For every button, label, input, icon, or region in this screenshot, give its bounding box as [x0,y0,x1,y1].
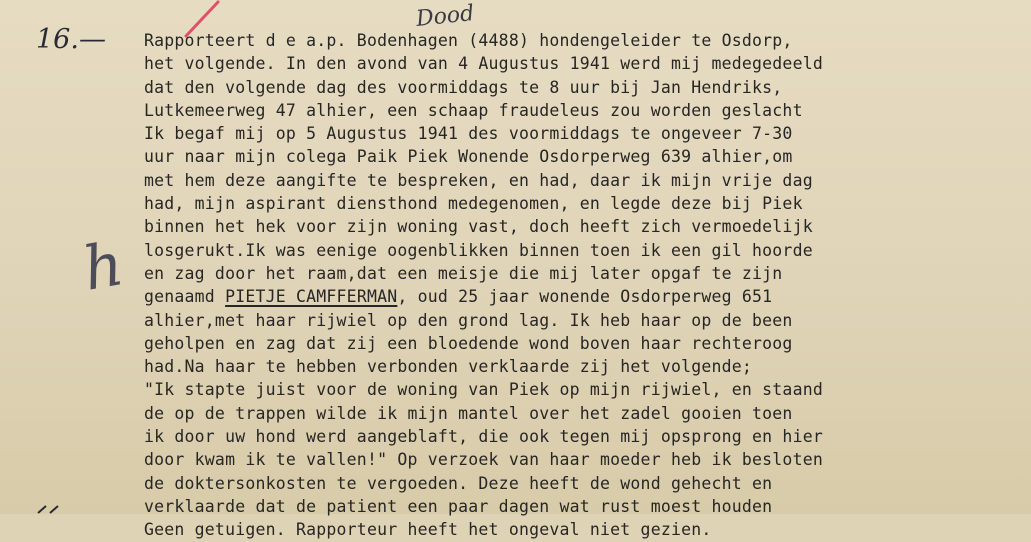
text-line [144,215,1029,238]
line-text: alhier,met haar rijwiel op den grond lag. Ik heb haar op de been [144,310,793,330]
next-item-mark [36,504,66,514]
line-text: de op de trappen wilde ik mijn mantel over het zadel gooien toen [144,403,793,423]
line-text: uur naar mijn colega Paik Piek Wonende Osdorperweg 639 alhier,om [144,147,793,167]
line-text: binnen het hek voor zijn woning vast, doch heeft zich vermoedelijk [144,217,813,237]
line-text: genaamd [144,287,226,307]
text-line [144,472,1029,495]
line-text: "Ik stapte juist voor de woning van Piek op mijn rijwiel, en staand [144,380,823,400]
line-text: verklaarde dat de patient een paar dagen wat rust moest houden [144,496,773,516]
text-line [144,518,1029,541]
text-line [144,122,1029,145]
line-text: met hem deze aangifte te bespreken, en had, daar ik mijn vrije dag [144,170,813,190]
text-line [144,332,1029,355]
text-line [144,192,1029,215]
text-line [144,169,1029,192]
handwritten-correction: Dood [414,1,476,32]
line-text: losgerukt.Ik was eenige oogenblikken binnen toen ik een gil hoorde [144,240,813,260]
text-line [144,425,1029,448]
underlined-name: PIETJE CAMFFERMAN [225,287,398,307]
line-text: had, mijn aspirant diensthond medegenomen, en legde deze bij Piek [144,194,803,214]
text-line [144,52,1029,75]
text-line [144,448,1029,471]
line-text: Rapporteert d e a.p. Bodenhagen (4488) hondengeleider te Osdorp, [144,31,793,50]
line-text: geholpen en zag dat zij een bloedende wond boven haar rechteroog [144,333,793,353]
text-line [144,262,1029,285]
text-line [144,99,1029,122]
text-line [144,29,1029,52]
line-text: Lutkemeerweg 47 alhier, een schaap fraudeleus zou worden geslacht [144,100,803,120]
line-text: en zag door het raam,dat een meisje die mij later opgaf te zijn [144,263,783,283]
text-line [144,378,1029,401]
line-text: had.Na haar te hebben verbonden verklaarde zij het volgende; [144,357,753,377]
line-text: het volgende. In den avond van 4 Augustus 1941 werd mij medegedeeld [144,54,823,74]
line-text: door kwam ik te vallen!" Op verzoek van haar moeder heb ik besloten [144,450,823,470]
text-line [144,402,1029,425]
line-text: de doktersonkosten te vergoeden. Deze heeft de wond gehecht en [144,473,773,493]
handwritten-margin-mark: h [78,229,129,305]
line-text: Ik begaf mij op 5 Augustus 1941 des voormiddags te ongeveer 7-30 [144,124,793,144]
text-line [144,285,1029,308]
line-text: ik door uw hond werd aangeblaft, die ook tegen mij opsprong en hier [144,427,823,447]
text-line [144,76,1029,99]
line-text: Geen getuigen. Rapporteur heeft het ongeval niet gezien. [144,520,712,540]
line-text: dat den volgende dag des voormiddags te 8 uur bij Jan Hendriks, [144,77,783,97]
text-line [144,495,1029,518]
text-line [144,239,1029,262]
line-text-continued: , oud 25 jaar wonende Osdorperweg 651 [397,287,773,307]
text-line [144,355,1029,378]
report-text [144,29,1029,542]
text-line [144,309,1029,332]
text-line [144,145,1029,168]
item-number: 16.— [36,24,106,55]
